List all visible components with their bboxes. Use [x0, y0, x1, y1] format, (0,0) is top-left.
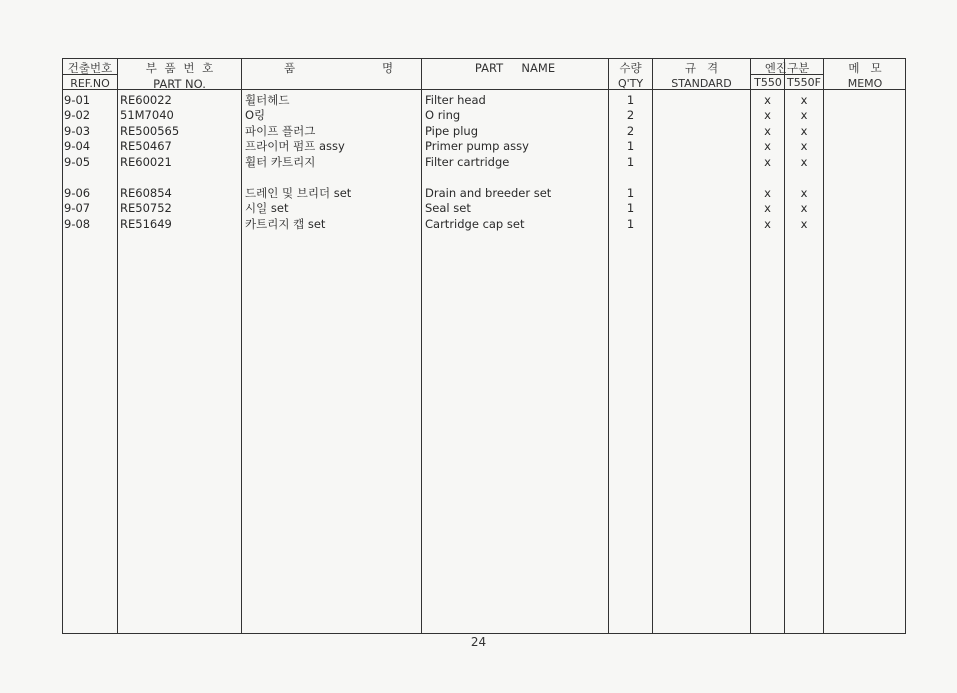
t550f-mark: x	[800, 93, 808, 107]
ref-header-en: REF.NO	[70, 77, 110, 90]
part-name-header: PART NAME	[474, 61, 556, 75]
part-name-en: Drain and breeder set	[425, 186, 552, 200]
ref-no: 9-02	[64, 108, 91, 122]
part-name-en: Seal set	[425, 201, 471, 215]
quantity: 2	[626, 108, 635, 122]
part-name-ko: O링	[245, 108, 266, 122]
name-ko-header-right: 명	[382, 61, 394, 75]
t550-mark: x	[764, 93, 771, 107]
quantity: 1	[626, 186, 635, 200]
part-name-ko: 휠터 카트리지	[245, 155, 316, 169]
ref-no: 9-07	[64, 201, 91, 215]
quantity: 1	[626, 93, 635, 107]
quantity: 2	[626, 124, 635, 138]
t550-mark: x	[764, 139, 771, 153]
part-name-en: Filter cartridge	[425, 155, 510, 169]
t550-mark: x	[764, 186, 771, 200]
t550f-mark: x	[800, 139, 808, 153]
ref-no: 9-06	[64, 186, 91, 200]
ref-no: 9-01	[64, 93, 91, 107]
part-no: RE51649	[120, 217, 172, 231]
standard-header-en: STANDARD	[671, 77, 732, 90]
part-no: 51M7040	[120, 108, 174, 122]
part-name-ko: 카트리지 캡 set	[245, 217, 326, 231]
part-no: RE60022	[120, 93, 172, 107]
quantity: 1	[626, 139, 635, 153]
part-no: RE60854	[120, 186, 172, 200]
t550-mark: x	[764, 155, 771, 169]
ref-no: 9-08	[64, 217, 91, 231]
t550-mark: x	[764, 124, 771, 138]
column-divider	[241, 58, 242, 634]
part-name-ko: 프라이머 펌프 assy	[245, 139, 345, 153]
part-no: RE50752	[120, 201, 172, 215]
ref-no: 9-03	[64, 124, 91, 138]
t550f-mark: x	[800, 124, 808, 138]
page-number: 24	[470, 635, 487, 649]
part-no: RE500565	[120, 124, 180, 138]
memo-header-ko: 메 모	[848, 61, 882, 75]
part-no: RE50467	[120, 139, 172, 153]
qty-header-ko: 수량	[619, 61, 642, 75]
part-name-ko: 드레인 및 브리더 set	[245, 186, 352, 200]
column-divider	[823, 58, 824, 634]
part-no-header-en: PART NO.	[153, 77, 206, 91]
engine-t550f-header: T550F	[786, 76, 822, 89]
part-no: RE60021	[120, 155, 172, 169]
t550-mark: x	[764, 217, 771, 231]
ref-no: 9-04	[64, 139, 91, 153]
memo-header-en: MEMO	[847, 77, 883, 90]
part-name-ko: 시일 set	[245, 201, 289, 215]
part-name-en: Cartridge cap set	[425, 217, 525, 231]
quantity: 1	[626, 155, 635, 169]
engine-t550-header: T550	[754, 76, 782, 89]
column-divider	[652, 58, 653, 634]
part-no-header-ko: 부 품 번 호	[145, 61, 214, 75]
t550f-mark: x	[800, 217, 808, 231]
column-divider	[117, 58, 118, 634]
ref-no: 9-05	[64, 155, 91, 169]
t550f-mark: x	[800, 108, 808, 122]
part-name-en: Primer pump assy	[425, 139, 529, 153]
part-name-en: O ring	[425, 108, 461, 122]
quantity: 1	[626, 217, 635, 231]
part-name-ko: 휠터헤드	[245, 93, 290, 107]
part-name-ko: 파이프 플러그	[245, 124, 316, 138]
ref-header-ko: 건출번호	[67, 61, 113, 75]
t550f-mark: x	[800, 201, 808, 215]
t550-mark: x	[764, 201, 771, 215]
part-name-en: Filter head	[425, 93, 486, 107]
t550f-mark: x	[800, 155, 808, 169]
quantity: 1	[626, 201, 635, 215]
part-name-en: Pipe plug	[425, 124, 478, 138]
name-ko-header-left: 품	[284, 61, 296, 75]
engine-header-ko: 엔진구분	[764, 61, 810, 75]
t550-mark: x	[764, 108, 771, 122]
qty-header-en: Q'TY	[617, 77, 644, 90]
standard-header-ko: 규 격	[684, 61, 719, 75]
column-divider	[421, 58, 422, 634]
t550f-mark: x	[800, 186, 808, 200]
